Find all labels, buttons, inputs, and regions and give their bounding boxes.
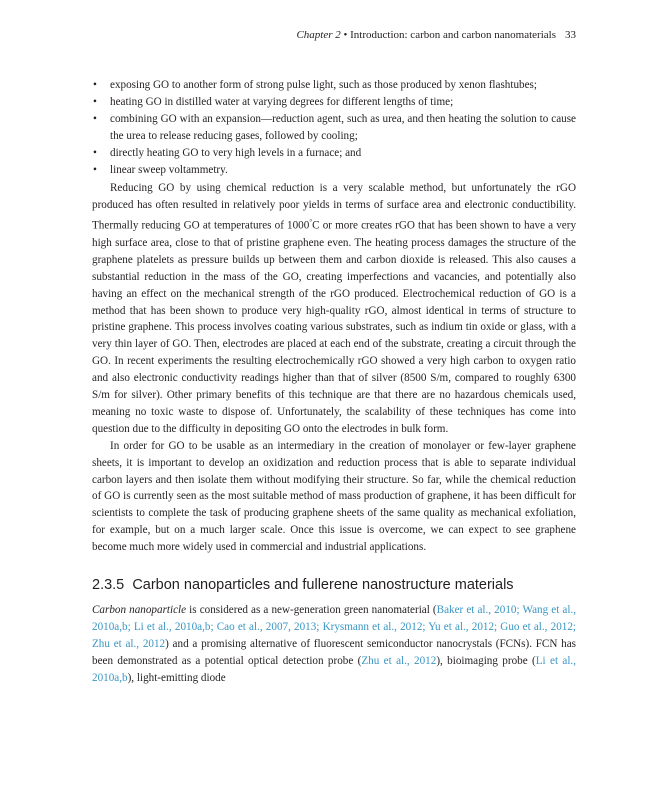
chapter-label: Chapter 2 — [296, 29, 341, 41]
paragraph-text: ), bioimaging probe ( — [436, 654, 536, 667]
page-number: 33 — [565, 29, 576, 41]
list-item: • combining GO with an expansion—reduction agent, such as urea, and then heating the solution to cause the urea to release reducing gases, followed by cooling; — [92, 111, 576, 145]
paragraph-text: ), light-emitting diode — [127, 671, 226, 684]
header-separator: • — [340, 29, 351, 41]
paragraph-text: ) and a promising alternative of fluorescent semiconductor nanocrystals (FCNs). FCN has been demonstrated as a potential optical detection probe ( — [92, 637, 576, 667]
paragraph-go-intermediary: In order for GO to be usable as an intermediary in the creation of monolayer or few-layer graphene sheets, it is important to develop an oxidization and reduction process that is able to separate individual carbon layers and then isolate them without modifying their structure. So far, while the chemical reduction of GO is currently seen as the most suitable method of mass production of graphene, it has been difficult for scientists to complete the task of producing graphene sheets of the same quality as mechanical exfoliation, for example, but on a much larger scale. Once this issue is overcome, we can expect to see graphene become much more widely used in commercial and industrial applications. — [92, 439, 576, 554]
section-heading — [92, 576, 576, 594]
paragraph-reduction-methods — [92, 180, 576, 437]
chapter-title: Introduction: carbon and carbon nanomaterials — [350, 29, 556, 41]
list-item: • directly heating GO to very high levels in a furnace; and — [92, 145, 576, 162]
section-title: Carbon nanoparticles and fullerene nanostructure materials — [132, 577, 514, 594]
paragraph-text: C or more creates rGO that has been shown to have a very high surface area, close to that of pristine graphene even. The heating process damages the structure of the graphene platelets as pressure builds up between them and carbon dioxide is released. This also causes a substantial reduction in the mass of the GO, creating imperfections and vacancies, and potentially also having an effect on the mechanical strength of the rGO produced. Electrochemical reduction of GO is a method that has been shown to produce very high-quality rGO, almost identical in terms of structure to pristine graphene. This process involves coating various substrates, such as indium tin oxide or glass, with a very thin layer of GO. Then, electrodes are placed at each end of the substrate, creating a circuit through the GO. In recent experiments the resulting electrochemically rGO showed a very high carbon to oxygen ratio and also electronic conductivity readings higher than that of silver (8500 S/m, compared to roughly 6300 S/m for silver). Other primary benefits of this technique are that there are no hazardous chemicals used, meaning no toxic waste to dispose of. Unfortunately, the scalability of these techniques has come into question due to the difficulty in depositing GO onto the electrodes in bulk form. — [92, 219, 577, 435]
citation-link[interactable]: Baker et al., 2010; Wang et al., 2010a,b; Li et al., 2010a,b; Cao et al., 2007, 2013; Krysmann et al., 2012; Yu et al., 2012; Guo et al., 2012; Zhu et al., 2012 — [92, 604, 576, 650]
paragraph-carbon-nanoparticles — [92, 602, 576, 687]
term-carbon-nanoparticle: Carbon nanoparticle — [92, 604, 187, 617]
running-header — [92, 28, 576, 42]
list-item: • exposing GO to another form of strong pulse light, such as those produced by xenon flashtubes; — [92, 77, 576, 94]
list-item: • linear sweep voltammetry. — [92, 162, 576, 179]
list-item: • heating GO in distilled water at varying degrees for different lengths of time; — [92, 94, 576, 111]
paragraph-text: Reducing GO by using chemical reduction is a very scalable method, but unfortunately the rGO produced has often resulted in relatively poor yields in terms of surface area and electronic conductibility. Thermally reducing GO at temperatures of 1000 — [92, 182, 576, 232]
reduction-methods-list — [92, 77, 576, 178]
degree-symbol: ° — [309, 218, 313, 227]
book-page — [92, 28, 576, 768]
section-number: 2.3.5 — [92, 577, 125, 594]
citation-link[interactable]: Zhu et al., 2012 — [361, 654, 437, 667]
citation-link[interactable]: Li et al., 2010a,b — [92, 654, 577, 684]
paragraph-text: is considered as a new-generation green nanomaterial ( — [186, 604, 437, 617]
